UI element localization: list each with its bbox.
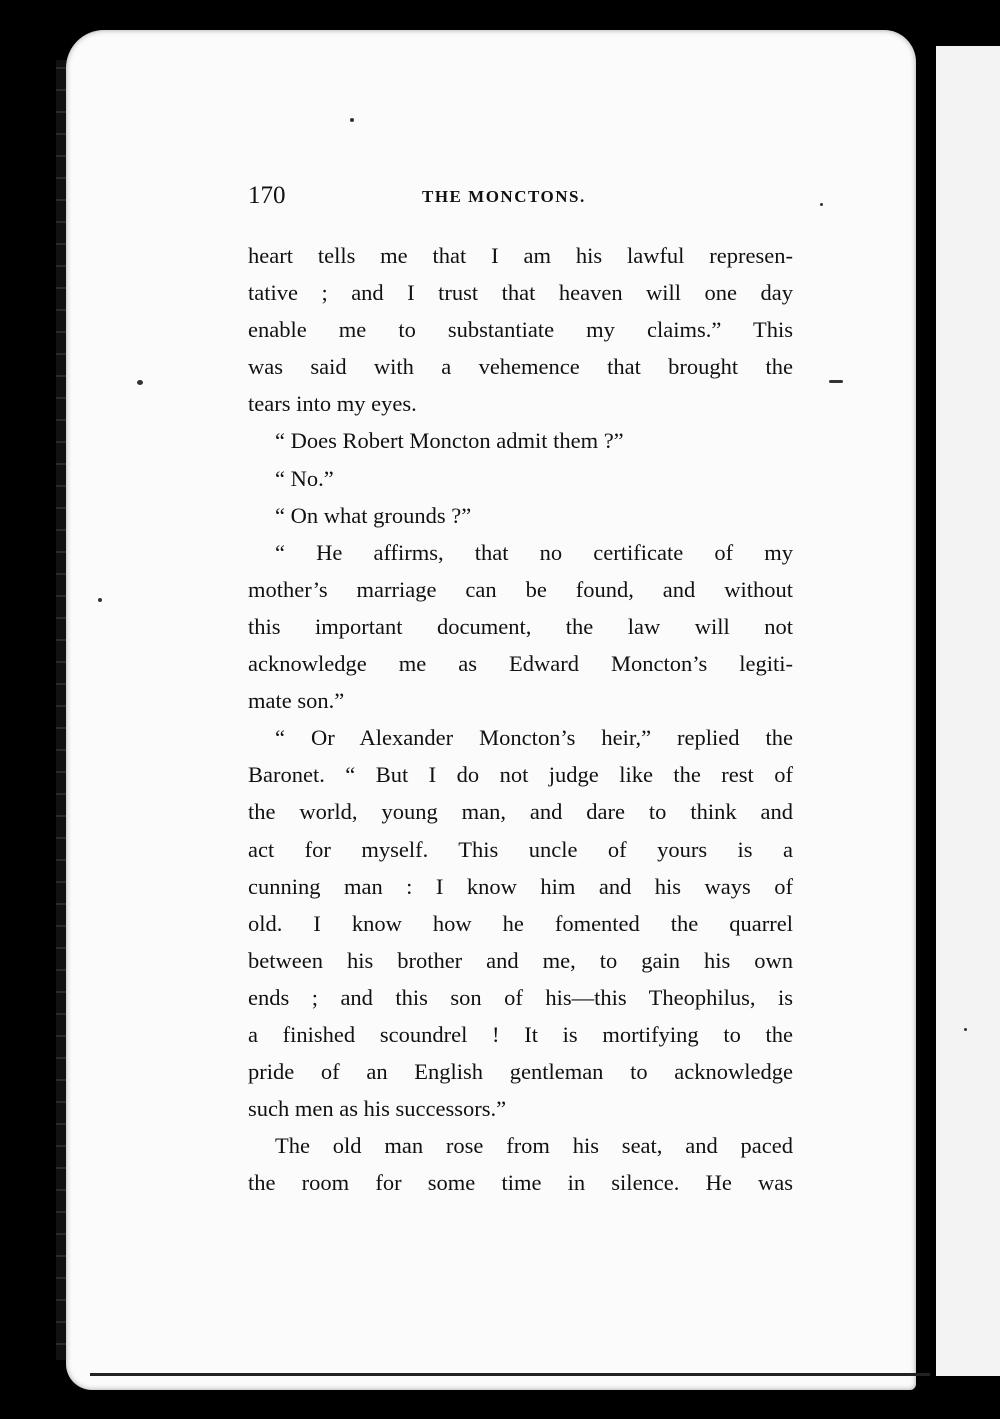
text-line: Baronet. “ But I do not judge like the rest of [248, 762, 793, 788]
text-line: heart tells me that I am his lawful represen- [248, 243, 793, 268]
text-line: this important document, the law will not [248, 613, 793, 639]
page-header [248, 181, 793, 215]
text-line: pride of an English gentleman to acknowledge [248, 1059, 793, 1085]
body-text [248, 237, 793, 1201]
running-head: THE MONCTONS. [422, 187, 586, 206]
text-line: a finished scoundrel ! It is mortifying to the [248, 1021, 793, 1047]
ink-speck [350, 118, 354, 122]
ink-speck [829, 380, 843, 383]
page-number: 170 [248, 182, 286, 209]
ink-speck [820, 203, 823, 206]
text-line: acknowledge me as Edward Moncton’s legiti- [248, 651, 793, 677]
text-line: old. I know how he fomented the quarrel [248, 910, 793, 936]
text-line: such men as his successors.” [248, 1096, 507, 1122]
text-line: ends ; and this son of his—this Theophilus, is [248, 984, 793, 1010]
text-line: between his brother and me, to gain his own [248, 947, 793, 973]
text-line: enable me to substantiate my claims.” This [248, 317, 793, 343]
text-line: “ He affirms, that no certificate of my [275, 539, 793, 565]
ink-speck [137, 380, 143, 385]
text-line: “ On what grounds ?” [275, 502, 472, 528]
text-line: the room for some time in silence. He was [248, 1170, 793, 1196]
gutter-shadow [916, 0, 936, 1419]
text-line: “ Or Alexander Moncton’s heir,” replied the [275, 725, 793, 751]
ink-speck [964, 1028, 967, 1031]
text-line: cunning man : I know him and his ways of [248, 873, 793, 899]
facing-page-edge [936, 46, 1000, 1376]
text-line: “ Does Robert Moncton admit them ?” [275, 428, 624, 454]
text-line: mate son.” [248, 688, 345, 714]
text-line: mother’s marriage can be found, and without [248, 576, 793, 602]
text-line: The old man rose from his seat, and paced [275, 1133, 793, 1159]
text-line: act for myself. This uncle of yours is a [248, 836, 793, 862]
text-line: was said with a vehemence that brought the [248, 354, 793, 380]
text-line: the world, young man, and dare to think and [248, 799, 793, 825]
ink-speck [98, 598, 102, 602]
text-line: “ No.” [275, 465, 334, 491]
page-bottom-edge [90, 1373, 930, 1376]
text-line: tative ; and I trust that heaven will one day [248, 280, 793, 306]
text-line: tears into my eyes. [248, 391, 417, 417]
